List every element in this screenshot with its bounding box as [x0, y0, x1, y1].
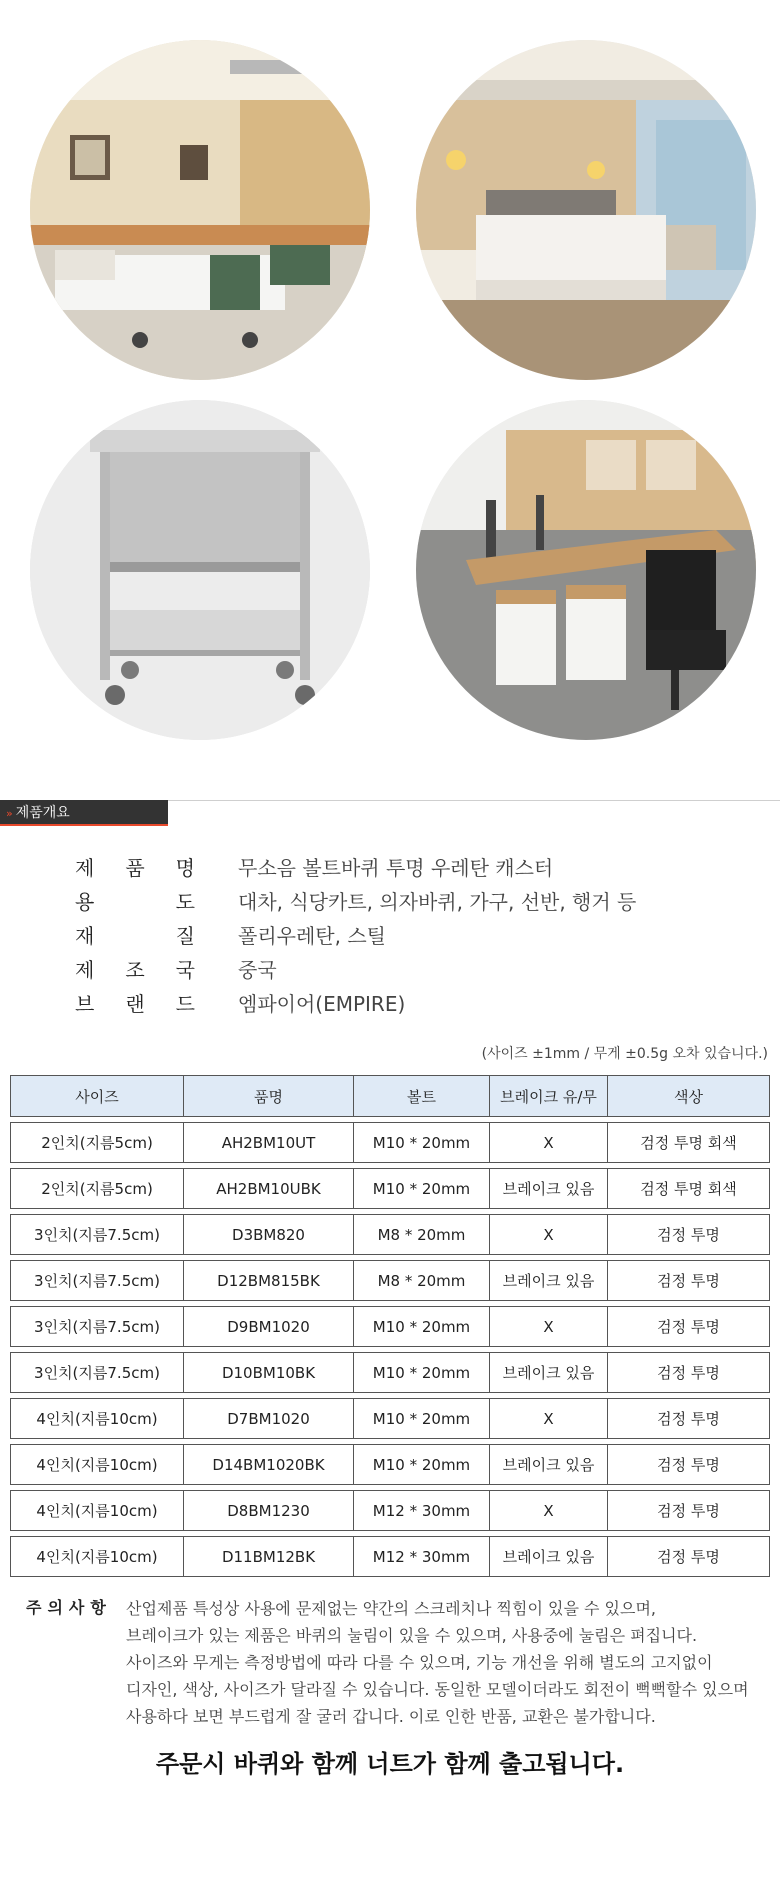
table-row [10, 1398, 770, 1439]
table-cell: X [490, 1490, 608, 1531]
table-cell: 브레이크 있음 [490, 1352, 608, 1393]
spec-table [10, 1070, 770, 1582]
notice-label: 주의사항 [26, 1598, 112, 1617]
table-row [10, 1260, 770, 1301]
notice-line: 디자인, 색상, 사이즈가 달라질 수 있습니다. 동일한 모델이더라도 회전이 뻑뻑할수 있으며 [126, 1680, 749, 1699]
table-cell: D14BM1020BK [184, 1444, 354, 1485]
overview-label: 용 도 [75, 890, 195, 914]
table-cell: 브레이크 있음 [490, 1168, 608, 1209]
table-cell: 4인치(지름10cm) [10, 1444, 184, 1485]
overview-row-name [0, 852, 780, 884]
table-cell: M10 * 20mm [354, 1444, 490, 1485]
overview-row-usage [0, 886, 780, 918]
table-row [10, 1352, 770, 1393]
overview-value: 엠파이어(EMPIRE) [238, 992, 406, 1016]
table-cell: X [490, 1398, 608, 1439]
table-cell: 3인치(지름7.5cm) [10, 1352, 184, 1393]
overview-value: 폴리우레탄, 스틸 [238, 924, 386, 948]
table-cell: D3BM820 [184, 1214, 354, 1255]
table-cell: 브레이크 있음 [490, 1260, 608, 1301]
table-cell: 2인치(지름5cm) [10, 1122, 184, 1163]
table-cell: 검정 투명 [608, 1444, 770, 1485]
table-body [10, 1122, 770, 1577]
section-title: 제품개요 [15, 805, 70, 821]
overview-row-brand [0, 988, 780, 1020]
table-row [10, 1214, 770, 1255]
double-arrow-icon: » [6, 807, 13, 820]
table-cell: 검정 투명 회색 [608, 1122, 770, 1163]
office-desk-image [416, 400, 756, 740]
table-cell: M8 * 20mm [354, 1260, 490, 1301]
table-row [10, 1306, 770, 1347]
table-cell: 브레이크 있음 [490, 1444, 608, 1485]
table-cell: D12BM815BK [184, 1260, 354, 1301]
table-cell: 검정 투명 [608, 1536, 770, 1577]
table-cell: M10 * 20mm [354, 1168, 490, 1209]
table-cell: X [490, 1214, 608, 1255]
table-cell: 검정 투명 [608, 1306, 770, 1347]
bottom-message: 주문시 바퀴와 함께 너트가 함께 출고됩니다. [155, 1750, 625, 1778]
table-cell: M10 * 20mm [354, 1306, 490, 1347]
table-cell: M10 * 20mm [354, 1398, 490, 1439]
table-cell: 4인치(지름10cm) [10, 1398, 184, 1439]
notice-text [126, 1595, 766, 1730]
header-size: 사이즈 [10, 1075, 184, 1117]
table-row [10, 1122, 770, 1163]
table-cell: D7BM1020 [184, 1398, 354, 1439]
table-cell: X [490, 1306, 608, 1347]
table-cell: D9BM1020 [184, 1306, 354, 1347]
table-cell: M10 * 20mm [354, 1352, 490, 1393]
stainless-cart-image [30, 400, 370, 740]
table-cell: M8 * 20mm [354, 1214, 490, 1255]
table-header-row [10, 1075, 770, 1117]
table-cell: 브레이크 있음 [490, 1536, 608, 1577]
overview-label: 제 품 명 [75, 856, 195, 880]
notice-line: 사용하다 보면 부드럽게 잘 굴러 갑니다. 이로 인한 반품, 교환은 불가합니다. [126, 1707, 656, 1726]
table-cell: 3인치(지름7.5cm) [10, 1306, 184, 1347]
table-cell: 3인치(지름7.5cm) [10, 1260, 184, 1301]
table-cell: AH2BM10UBK [184, 1168, 354, 1209]
header-brake: 브레이크 유/무 [490, 1075, 608, 1117]
overview-row-origin [0, 954, 780, 986]
hotel-room-image [416, 40, 756, 380]
table-cell: 검정 투명 [608, 1214, 770, 1255]
table-cell: 검정 투명 [608, 1490, 770, 1531]
header-color: 색상 [608, 1075, 770, 1117]
table-cell: 검정 투명 [608, 1260, 770, 1301]
table-cell: 4인치(지름10cm) [10, 1536, 184, 1577]
overview-value: 대차, 식당카트, 의자바퀴, 가구, 선반, 행거 등 [238, 890, 637, 914]
table-cell: M12 * 30mm [354, 1536, 490, 1577]
table-row [10, 1536, 770, 1577]
table-row [10, 1490, 770, 1531]
table-cell: 검정 투명 [608, 1398, 770, 1439]
overview-value: 무소음 볼트바퀴 투명 우레탄 캐스터 [238, 856, 554, 880]
header-bolt: 볼트 [354, 1075, 490, 1117]
table-cell: D10BM10BK [184, 1352, 354, 1393]
table-cell: M10 * 20mm [354, 1122, 490, 1163]
table-row [10, 1444, 770, 1485]
overview-label: 재 질 [75, 924, 195, 948]
section-header [0, 800, 168, 826]
overview-label: 제 조 국 [75, 958, 195, 982]
notice-line: 산업제품 특성상 사용에 문제없는 약간의 스크레치나 찍힘이 있을 수 있으며, [126, 1599, 656, 1618]
header-product-name: 품명 [184, 1075, 354, 1117]
hospital-room-image [30, 40, 370, 380]
overview-row-material [0, 920, 780, 952]
table-cell: 4인치(지름10cm) [10, 1490, 184, 1531]
table-cell: 3인치(지름7.5cm) [10, 1214, 184, 1255]
table-cell: 검정 투명 [608, 1352, 770, 1393]
table-cell: AH2BM10UT [184, 1122, 354, 1163]
table-cell: M12 * 30mm [354, 1490, 490, 1531]
table-cell: 2인치(지름5cm) [10, 1168, 184, 1209]
table-cell: D11BM12BK [184, 1536, 354, 1577]
table-row [10, 1168, 770, 1209]
tolerance-note: (사이즈 ±1mm / 무게 ±0.5g 오차 있습니다.) [481, 1046, 768, 1062]
overview-label: 브 랜 드 [75, 992, 195, 1016]
overview-value: 중국 [238, 958, 277, 982]
table-cell: 검정 투명 회색 [608, 1168, 770, 1209]
table-cell: D8BM1230 [184, 1490, 354, 1531]
notice-line: 사이즈와 무게는 측정방법에 따라 다를 수 있으며, 기능 개선을 위해 별도의 고지없이 [126, 1653, 713, 1672]
notice-line: 브레이크가 있는 제품은 바퀴의 눌림이 있을 수 있으며, 사용중에 눌림은 펴집니다. [126, 1626, 698, 1645]
table-cell: X [490, 1122, 608, 1163]
